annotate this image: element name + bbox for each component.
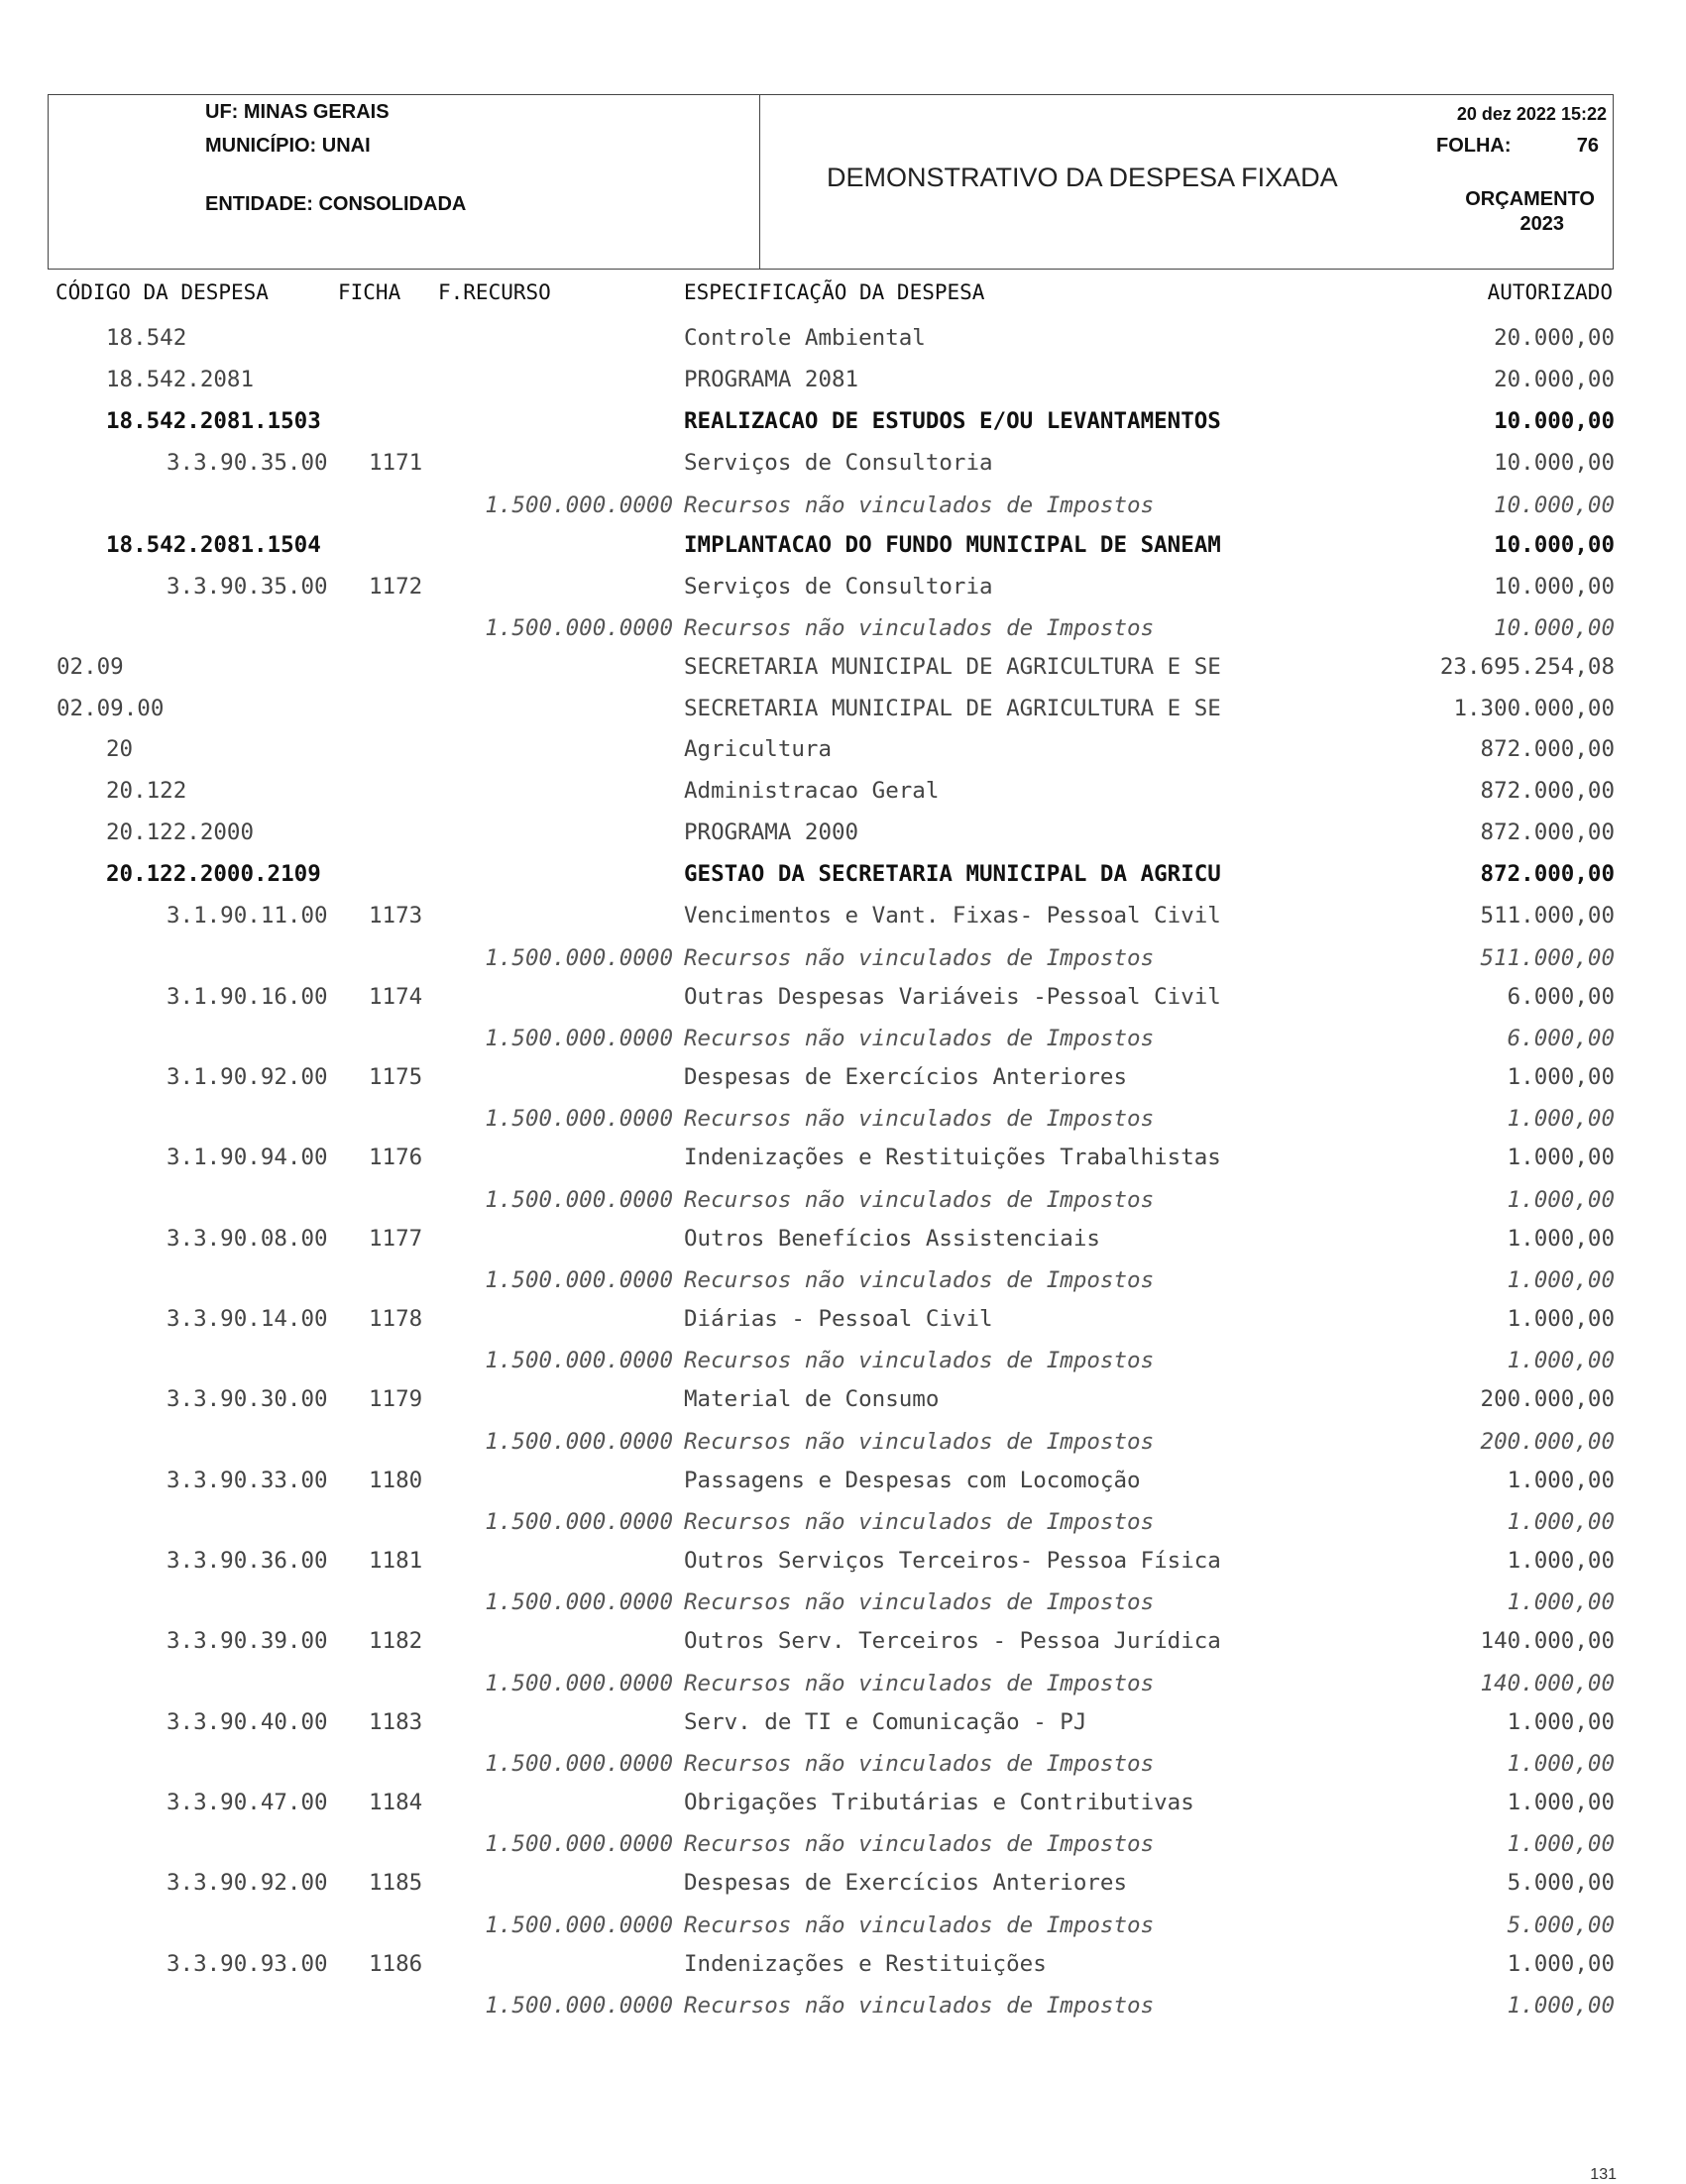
authorized-value: 1.000,00: [1507, 1831, 1615, 1857]
expense-row: [0, 1143, 1686, 1172]
expense-code: 3.3.90.47.00: [167, 1790, 328, 1815]
expense-row: [0, 1224, 1686, 1254]
authorized-value: 1.000,00: [1507, 1226, 1615, 1252]
expense-code: 20: [106, 736, 134, 762]
expense-description: Controle Ambiental: [684, 325, 926, 351]
ficha-number: 1177: [369, 1226, 423, 1252]
expense-code: 18.542.2081.1503: [106, 408, 321, 434]
expense-row: [0, 652, 1686, 682]
expense-code: 02.09.00: [56, 696, 165, 721]
expense-description: Obrigações Tributárias e Contributivas: [684, 1790, 1194, 1815]
expense-row: [0, 530, 1686, 560]
report-header: [48, 94, 1614, 270]
expense-code: 3.3.90.08.00: [167, 1226, 328, 1252]
authorized-value: 10.000,00: [1494, 450, 1615, 476]
expense-row: [0, 365, 1686, 394]
funding-source-code: 1.500.000.0000: [485, 1509, 673, 1535]
expense-code: 18.542.2081.1504: [106, 532, 321, 558]
expense-description: Recursos não vinculados de Impostos: [684, 1348, 1155, 1373]
authorized-value: 6.000,00: [1507, 984, 1615, 1010]
expense-description: Outros Benefícios Assistenciais: [684, 1226, 1100, 1252]
authorized-value: 10.000,00: [1494, 408, 1615, 434]
funding-source-row: [0, 1346, 1686, 1375]
funding-source-code: 1.500.000.0000: [485, 492, 673, 518]
funding-source-row: [0, 1185, 1686, 1215]
expense-code: 3.1.90.11.00: [167, 903, 328, 928]
expense-code: 3.3.90.92.00: [167, 1870, 328, 1896]
funding-source-code: 1.500.000.0000: [485, 945, 673, 971]
authorized-value: 5.000,00: [1507, 1912, 1615, 1938]
expense-row: [0, 1062, 1686, 1092]
expense-row: [0, 1949, 1686, 1979]
expense-code: 3.3.90.35.00: [167, 450, 328, 476]
report-datetime: 20 dez 2022 15:22: [1456, 104, 1607, 124]
authorized-value: 1.000,00: [1507, 1751, 1615, 1777]
expense-description: Serviços de Consultoria: [684, 450, 993, 476]
expense-row: [0, 1626, 1686, 1656]
ficha-number: 1181: [369, 1548, 423, 1574]
expense-code: 3.3.90.33.00: [167, 1468, 328, 1493]
expense-row: [0, 734, 1686, 764]
expense-row: [0, 1384, 1686, 1414]
ficha-number: 1179: [369, 1386, 423, 1412]
expense-code: 3.1.90.94.00: [167, 1145, 328, 1170]
orcamento-year: 2023: [1519, 213, 1564, 235]
expense-code: 20.122.2000.2109: [106, 861, 321, 887]
funding-source-code: 1.500.000.0000: [485, 1831, 673, 1857]
expense-description: Despesas de Exercícios Anteriores: [684, 1064, 1128, 1090]
uf-label: UF: MINAS GERAIS: [205, 101, 390, 123]
funding-source-code: 1.500.000.0000: [485, 1993, 673, 2019]
authorized-value: 1.000,00: [1507, 1145, 1615, 1170]
expense-code: 3.3.90.14.00: [167, 1306, 328, 1332]
expense-description: Vencimentos e Vant. Fixas- Pessoal Civil: [684, 903, 1221, 928]
expense-code: 3.1.90.92.00: [167, 1064, 328, 1090]
expense-description: Recursos não vinculados de Impostos: [684, 945, 1155, 971]
authorized-value: 1.000,00: [1507, 1790, 1615, 1815]
authorized-value: 140.000,00: [1480, 1628, 1615, 1654]
authorized-value: 140.000,00: [1480, 1671, 1615, 1696]
authorized-value: 1.000,00: [1507, 1267, 1615, 1293]
authorized-value: 1.300.000,00: [1453, 696, 1615, 721]
authorized-value: 511.000,00: [1480, 903, 1615, 928]
authorized-value: 1.000,00: [1507, 1064, 1615, 1090]
expense-description: Recursos não vinculados de Impostos: [684, 615, 1155, 641]
expense-description: Recursos não vinculados de Impostos: [684, 1267, 1155, 1293]
authorized-value: 1.000,00: [1507, 1993, 1615, 2019]
funding-source-row: [0, 1024, 1686, 1053]
funding-source-row: [0, 1911, 1686, 1940]
funding-source-code: 1.500.000.0000: [485, 1106, 673, 1132]
ficha-number: 1172: [369, 574, 423, 600]
funding-source-code: 1.500.000.0000: [485, 615, 673, 641]
expense-description: Recursos não vinculados de Impostos: [684, 1026, 1155, 1051]
ficha-number: 1174: [369, 984, 423, 1010]
expense-code: 3.3.90.93.00: [167, 1951, 328, 1977]
expense-description: Recursos não vinculados de Impostos: [684, 1671, 1155, 1696]
expense-row: [0, 982, 1686, 1012]
column-ficha: FICHA: [338, 280, 401, 304]
expense-code: 3.3.90.35.00: [167, 574, 328, 600]
expense-description: Outras Despesas Variáveis -Pessoal Civil: [684, 984, 1221, 1010]
funding-source-row: [0, 1104, 1686, 1134]
funding-source-row: [0, 1587, 1686, 1617]
expense-description: Serviços de Consultoria: [684, 574, 993, 600]
authorized-value: 872.000,00: [1480, 736, 1615, 762]
authorized-value: 10.000,00: [1494, 492, 1615, 518]
expense-description: SECRETARIA MUNICIPAL DE AGRICULTURA E SE: [684, 654, 1221, 680]
expense-row: [0, 818, 1686, 847]
authorized-value: 1.000,00: [1507, 1187, 1615, 1213]
authorized-value: 511.000,00: [1480, 945, 1615, 971]
expense-description: Recursos não vinculados de Impostos: [684, 1912, 1155, 1938]
expense-description: Indenizações e Restituições Trabalhistas: [684, 1145, 1221, 1170]
authorized-value: 1.000,00: [1507, 1589, 1615, 1615]
page-number: 131: [1590, 2166, 1617, 2183]
expense-description: Recursos não vinculados de Impostos: [684, 1106, 1155, 1132]
authorized-value: 872.000,00: [1480, 819, 1615, 845]
funding-source-row: [0, 1427, 1686, 1457]
expense-code: 18.542.2081: [106, 367, 255, 392]
expense-code: 20.122.2000: [106, 819, 255, 845]
funding-source-row: [0, 1507, 1686, 1537]
expense-description: Agricultura: [684, 736, 833, 762]
authorized-value: 1.000,00: [1507, 1509, 1615, 1535]
ficha-number: 1176: [369, 1145, 423, 1170]
folha-label: FOLHA:: [1436, 135, 1512, 157]
authorized-value: 23.695.254,08: [1439, 654, 1615, 680]
orcamento-label: ORÇAMENTO: [1465, 188, 1595, 210]
funding-source-code: 1.500.000.0000: [485, 1751, 673, 1777]
authorized-value: 10.000,00: [1494, 532, 1615, 558]
authorized-value: 5.000,00: [1507, 1870, 1615, 1896]
authorized-value: 1.000,00: [1507, 1348, 1615, 1373]
expense-description: Indenizações e Restituições: [684, 1951, 1047, 1977]
expense-row: [0, 1304, 1686, 1334]
authorized-value: 20.000,00: [1494, 367, 1615, 392]
column-autorizado: AUTORIZADO: [1487, 280, 1613, 304]
expense-description: Recursos não vinculados de Impostos: [684, 1589, 1155, 1615]
funding-source-row: [0, 1829, 1686, 1859]
municipio-label: MUNICÍPIO: UNAI: [205, 135, 371, 157]
ficha-number: 1173: [369, 903, 423, 928]
ficha-number: 1180: [369, 1468, 423, 1493]
ficha-number: 1184: [369, 1790, 423, 1815]
expense-description: PROGRAMA 2081: [684, 367, 859, 392]
expense-description: Recursos não vinculados de Impostos: [684, 1429, 1155, 1455]
expense-code: 18.542: [106, 325, 187, 351]
funding-source-row: [0, 613, 1686, 643]
expense-description: Despesas de Exercícios Anteriores: [684, 1870, 1128, 1896]
expense-description: Recursos não vinculados de Impostos: [684, 1751, 1155, 1777]
authorized-value: 1.000,00: [1507, 1548, 1615, 1574]
authorized-value: 1.000,00: [1507, 1306, 1615, 1332]
ficha-number: 1186: [369, 1951, 423, 1977]
expense-row: [0, 1788, 1686, 1817]
authorized-value: 872.000,00: [1480, 861, 1615, 887]
expense-row: [0, 323, 1686, 353]
expense-description: Recursos não vinculados de Impostos: [684, 1509, 1155, 1535]
funding-source-code: 1.500.000.0000: [485, 1429, 673, 1455]
entidade-label: ENTIDADE: CONSOLIDADA: [205, 193, 467, 215]
funding-source-row: [0, 1749, 1686, 1779]
funding-source-row: [0, 1669, 1686, 1698]
expense-description: Recursos não vinculados de Impostos: [684, 492, 1155, 518]
ficha-number: 1182: [369, 1628, 423, 1654]
authorized-value: 20.000,00: [1494, 325, 1615, 351]
expense-row: [0, 694, 1686, 723]
authorized-value: 200.000,00: [1480, 1386, 1615, 1412]
expense-description: PROGRAMA 2000: [684, 819, 859, 845]
funding-source-row: [0, 943, 1686, 973]
expense-description: Recursos não vinculados de Impostos: [684, 1187, 1155, 1213]
authorized-value: 1.000,00: [1507, 1468, 1615, 1493]
ficha-number: 1175: [369, 1064, 423, 1090]
folha-number: 76: [1576, 135, 1599, 157]
authorized-value: 6.000,00: [1507, 1026, 1615, 1051]
expense-description: Recursos não vinculados de Impostos: [684, 1831, 1155, 1857]
expense-description: GESTAO DA SECRETARIA MUNICIPAL DA AGRICU: [684, 861, 1221, 887]
expense-description: SECRETARIA MUNICIPAL DE AGRICULTURA E SE: [684, 696, 1221, 721]
funding-source-code: 1.500.000.0000: [485, 1912, 673, 1938]
column-recurso: F.RECURSO: [438, 280, 551, 304]
expense-row: [0, 859, 1686, 889]
funding-source-code: 1.500.000.0000: [485, 1267, 673, 1293]
expense-description: Recursos não vinculados de Impostos: [684, 1993, 1155, 2019]
expense-row: [0, 901, 1686, 930]
expense-code: 3.3.90.30.00: [167, 1386, 328, 1412]
authorized-value: 10.000,00: [1494, 574, 1615, 600]
expense-row: [0, 1707, 1686, 1737]
funding-source-code: 1.500.000.0000: [485, 1026, 673, 1051]
expense-code: 20.122: [106, 778, 187, 804]
funding-source-row: [0, 1265, 1686, 1295]
expense-code: 02.09: [56, 654, 124, 680]
expense-row: [0, 406, 1686, 436]
expense-code: 3.3.90.39.00: [167, 1628, 328, 1654]
expense-code: 3.3.90.36.00: [167, 1548, 328, 1574]
expense-description: Diárias - Pessoal Civil: [684, 1306, 993, 1332]
authorized-value: 872.000,00: [1480, 778, 1615, 804]
ficha-number: 1185: [369, 1870, 423, 1896]
funding-source-row: [0, 491, 1686, 520]
authorized-value: 1.000,00: [1507, 1106, 1615, 1132]
expense-description: Serv. de TI e Comunicação - PJ: [684, 1709, 1087, 1735]
authorized-value: 200.000,00: [1480, 1429, 1615, 1455]
expense-description: Outros Serv. Terceiros - Pessoa Jurídica: [684, 1628, 1221, 1654]
expense-description: REALIZACAO DE ESTUDOS E/OU LEVANTAMENTOS: [684, 408, 1221, 434]
funding-source-code: 1.500.000.0000: [485, 1589, 673, 1615]
expense-description: Administracao Geral: [684, 778, 940, 804]
authorized-value: 1.000,00: [1507, 1709, 1615, 1735]
expense-row: [0, 1868, 1686, 1898]
expense-code: 3.1.90.16.00: [167, 984, 328, 1010]
header-divider: [759, 95, 760, 269]
report-title: DEMONSTRATIVO DA DESPESA FIXADA: [827, 163, 1338, 192]
column-codigo: CÓDIGO DA DESPESA: [56, 280, 269, 304]
authorized-value: 1.000,00: [1507, 1951, 1615, 1977]
ficha-number: 1178: [369, 1306, 423, 1332]
expense-code: 3.3.90.40.00: [167, 1709, 328, 1735]
expense-row: [0, 776, 1686, 806]
column-especificacao: ESPECIFICAÇÃO DA DESPESA: [684, 280, 985, 304]
expense-description: Material de Consumo: [684, 1386, 940, 1412]
ficha-number: 1171: [369, 450, 423, 476]
funding-source-code: 1.500.000.0000: [485, 1187, 673, 1213]
expense-row: [0, 572, 1686, 601]
expense-description: IMPLANTACAO DO FUNDO MUNICIPAL DE SANEAM: [684, 532, 1221, 558]
expense-description: Passagens e Despesas com Locomoção: [684, 1468, 1141, 1493]
expense-row: [0, 1466, 1686, 1495]
expense-description: Outros Serviços Terceiros- Pessoa Física: [684, 1548, 1221, 1574]
authorized-value: 10.000,00: [1494, 615, 1615, 641]
expense-row: [0, 448, 1686, 478]
ficha-number: 1183: [369, 1709, 423, 1735]
expense-row: [0, 1546, 1686, 1576]
funding-source-code: 1.500.000.0000: [485, 1348, 673, 1373]
funding-source-code: 1.500.000.0000: [485, 1671, 673, 1696]
funding-source-row: [0, 1991, 1686, 2020]
